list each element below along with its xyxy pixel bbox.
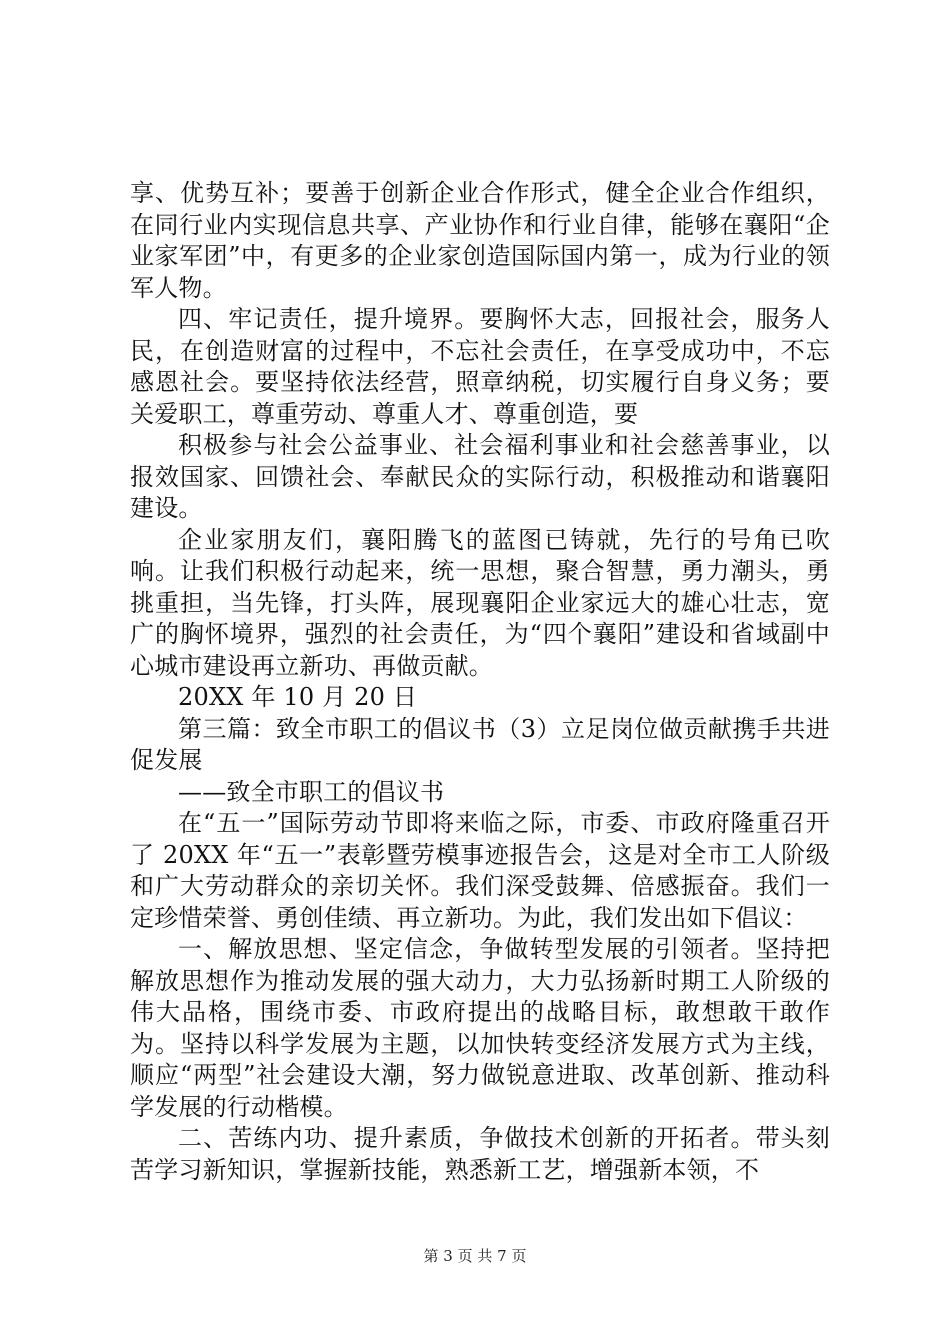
paragraph-public-welfare: 积极参与社会公益事业、社会福利事业和社会慈善事业，以报效国家、回馈社会、奉献民众的实际行动，积极推动和谐襄阳建设。 [130, 431, 830, 522]
document-date: 20XX 年 10 月 20 日 [178, 683, 418, 711]
paragraph-point-one: 一、解放思想、坚定信念，争做转型发展的引领者。坚持把解放思想作为推动发展的强大动力，大力弘扬新时期工人阶级的伟大品格，围绕市委、市政府提出的战略目标，敢想敢干敢作为。坚持以科学发展为主题，以加快转变经济发展方式为主线，顺应“两型”社会建设大潮，努力做锐意进取、改革创新、推动科学发展的行动楷模。 [130, 935, 830, 1121]
paragraph-introduction: 在“五一”国际劳动节即将来临之际，市委、市政府隆重召开了 20XX 年“五一”表彰暨劳模事迹报告会，这是对全市工人阶级和广大劳动群众的亲切关怀。我们深受鼓舞、倍感振奋。我们一定珍惜荣誉、勇创佳绩、再立新功。为此，我们发出如下倡议： [130, 809, 830, 932]
document-body [130, 178, 830, 1186]
page-number-footer: 第 3 页 共 7 页 [423, 1247, 527, 1265]
paragraph-section-four: 四、牢记责任，提升境界。要胸怀大志，回报社会，服务人民，在创造财富的过程中，不忘社会责任，在享受成功中，不忘感恩社会。要坚持依法经营，照章纳税，切实履行自身义务；要关爱职工，尊重劳动、尊重人才、尊重创造，要 [130, 305, 830, 428]
chapter-title: 第三篇：致全市职工的倡议书（3）立足岗位做贡献携手共进促发展 [130, 714, 830, 774]
chapter-subtitle: ——致全市职工的倡议书 [178, 777, 445, 806]
paragraph-closing-appeal: 企业家朋友们，襄阳腾飞的蓝图已铸就，先行的号角已吹响。让我们积极行动起来，统一思想，聚合智慧，勇力潮头，勇挑重担，当先锋，打头阵，展现襄阳企业家远大的雄心壮志，宽广的胸怀境界，强烈的社会责任，为“四个襄阳”建设和省域副中心城市建设再立新功、再做贡献。 [130, 525, 830, 680]
paragraph-point-two: 二、苦练内功、提升素质，争做技术创新的开拓者。带头刻苦学习新知识，掌握新技能，熟悉新工艺，增强新本领，不 [130, 1124, 830, 1184]
paragraph-continuation: 享、优势互补；要善于创新企业合作形式，健全企业合作组织，在同行业内实现信息共享、产业协作和行业自律，能够在襄阳“企业家军团”中，有更多的企业家创造国际国内第一，成为行业的领军人物。 [130, 179, 830, 302]
